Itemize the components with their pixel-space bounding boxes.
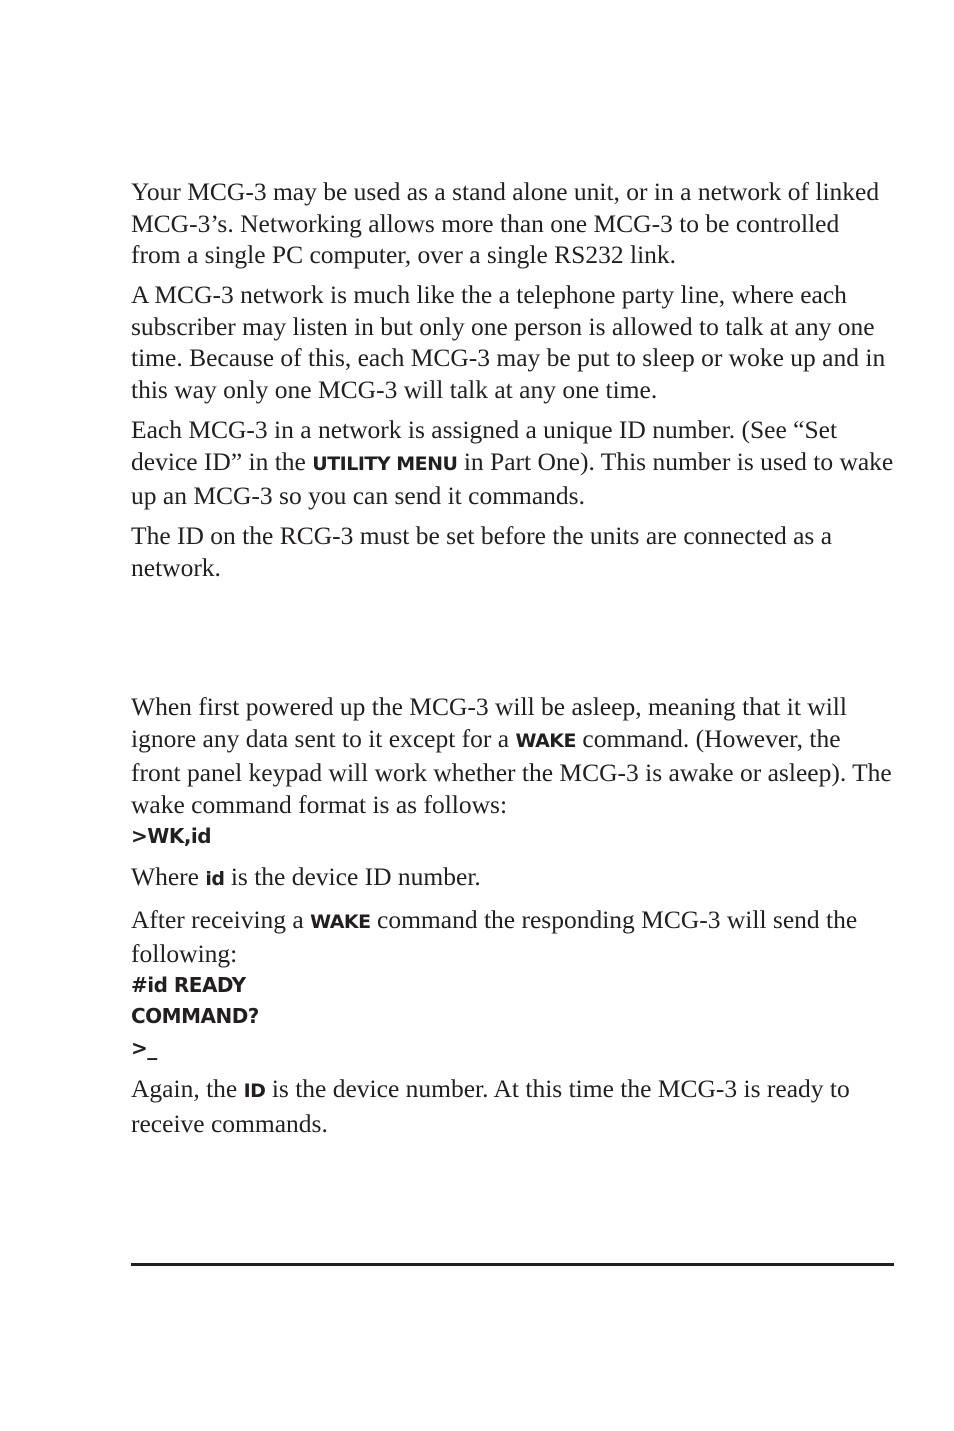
section-spacer [131, 583, 894, 691]
page-body [131, 176, 894, 1139]
wake-paragraph-1 [131, 691, 894, 820]
wake-paragraph-1-text-b: command. (However, the front panel keypad will work whether the MCG-3 is awake or asleep). The wake command format is as follows: [131, 723, 892, 820]
wake-paragraph-2 [131, 861, 894, 896]
footer-rule [131, 1263, 894, 1266]
wake-paragraph-4-text-b: is the device number. At this time the MCG-3 is ready to receive commands. [131, 1074, 850, 1138]
response-line-command: COMMAND? [131, 1004, 259, 1029]
wake-paragraph-1-text-a: When first powered up the MCG-3 will be asleep, meaning that it will ignore any data sent to it except for a [131, 692, 847, 753]
intro-paragraph-4: The ID on the RCG-3 must be set before the units are connected as a network. [131, 521, 833, 582]
wake-paragraph-3-text-b: command the responding MCG-3 will send the following: [131, 904, 858, 969]
response-line-ready: #id READY [131, 972, 246, 997]
wake-paragraph-4-text-a: Again, the [131, 1074, 244, 1103]
wake-paragraph-2-text-a: Where [131, 861, 206, 891]
wake-paragraph-4 [131, 1073, 894, 1139]
intro-paragraph-1: Your MCG-3 may be used as a stand alone unit, or in a network of linked MCG-3’s. Networking allows more than one MCG-3 to be controlled from a single PC computer, over a single RS232 link. [131, 177, 880, 270]
wake-keyword-2: WAKE [310, 910, 371, 933]
intro-paragraph-3-text-a: Each MCG-3 in a network is assigned a unique ID number. (See “Set device ID” in the [131, 414, 838, 476]
id-keyword-2: ID [243, 1080, 266, 1102]
wake-keyword: WAKE [515, 729, 576, 752]
wake-paragraph-2-text-b: is the device ID number. [224, 861, 481, 891]
intro-paragraph-2: A MCG-3 network is much like the a telephone party line, where each subscriber may listen in but only one person is allowed to talk at any one time. Because of this, each MCG-3 may be put to sleep or woke up and in this way only one MCG-3 will talk at any one time. [131, 280, 886, 404]
wake-paragraph-3 [131, 904, 894, 970]
id-keyword: id [205, 867, 225, 890]
intro-paragraph-3 [131, 414, 894, 512]
utility-menu-keyword: UTILITY MENU [312, 452, 458, 475]
response-line-prompt: >_ [131, 1036, 157, 1061]
wake-paragraph-3-text-a: After receiving a [131, 904, 311, 934]
wake-command-format: >WK,id [131, 823, 212, 848]
intro-paragraph-3-text-b: in Part One). This number is used to wake up an MCG-3 so you can send it commands. [131, 446, 894, 511]
